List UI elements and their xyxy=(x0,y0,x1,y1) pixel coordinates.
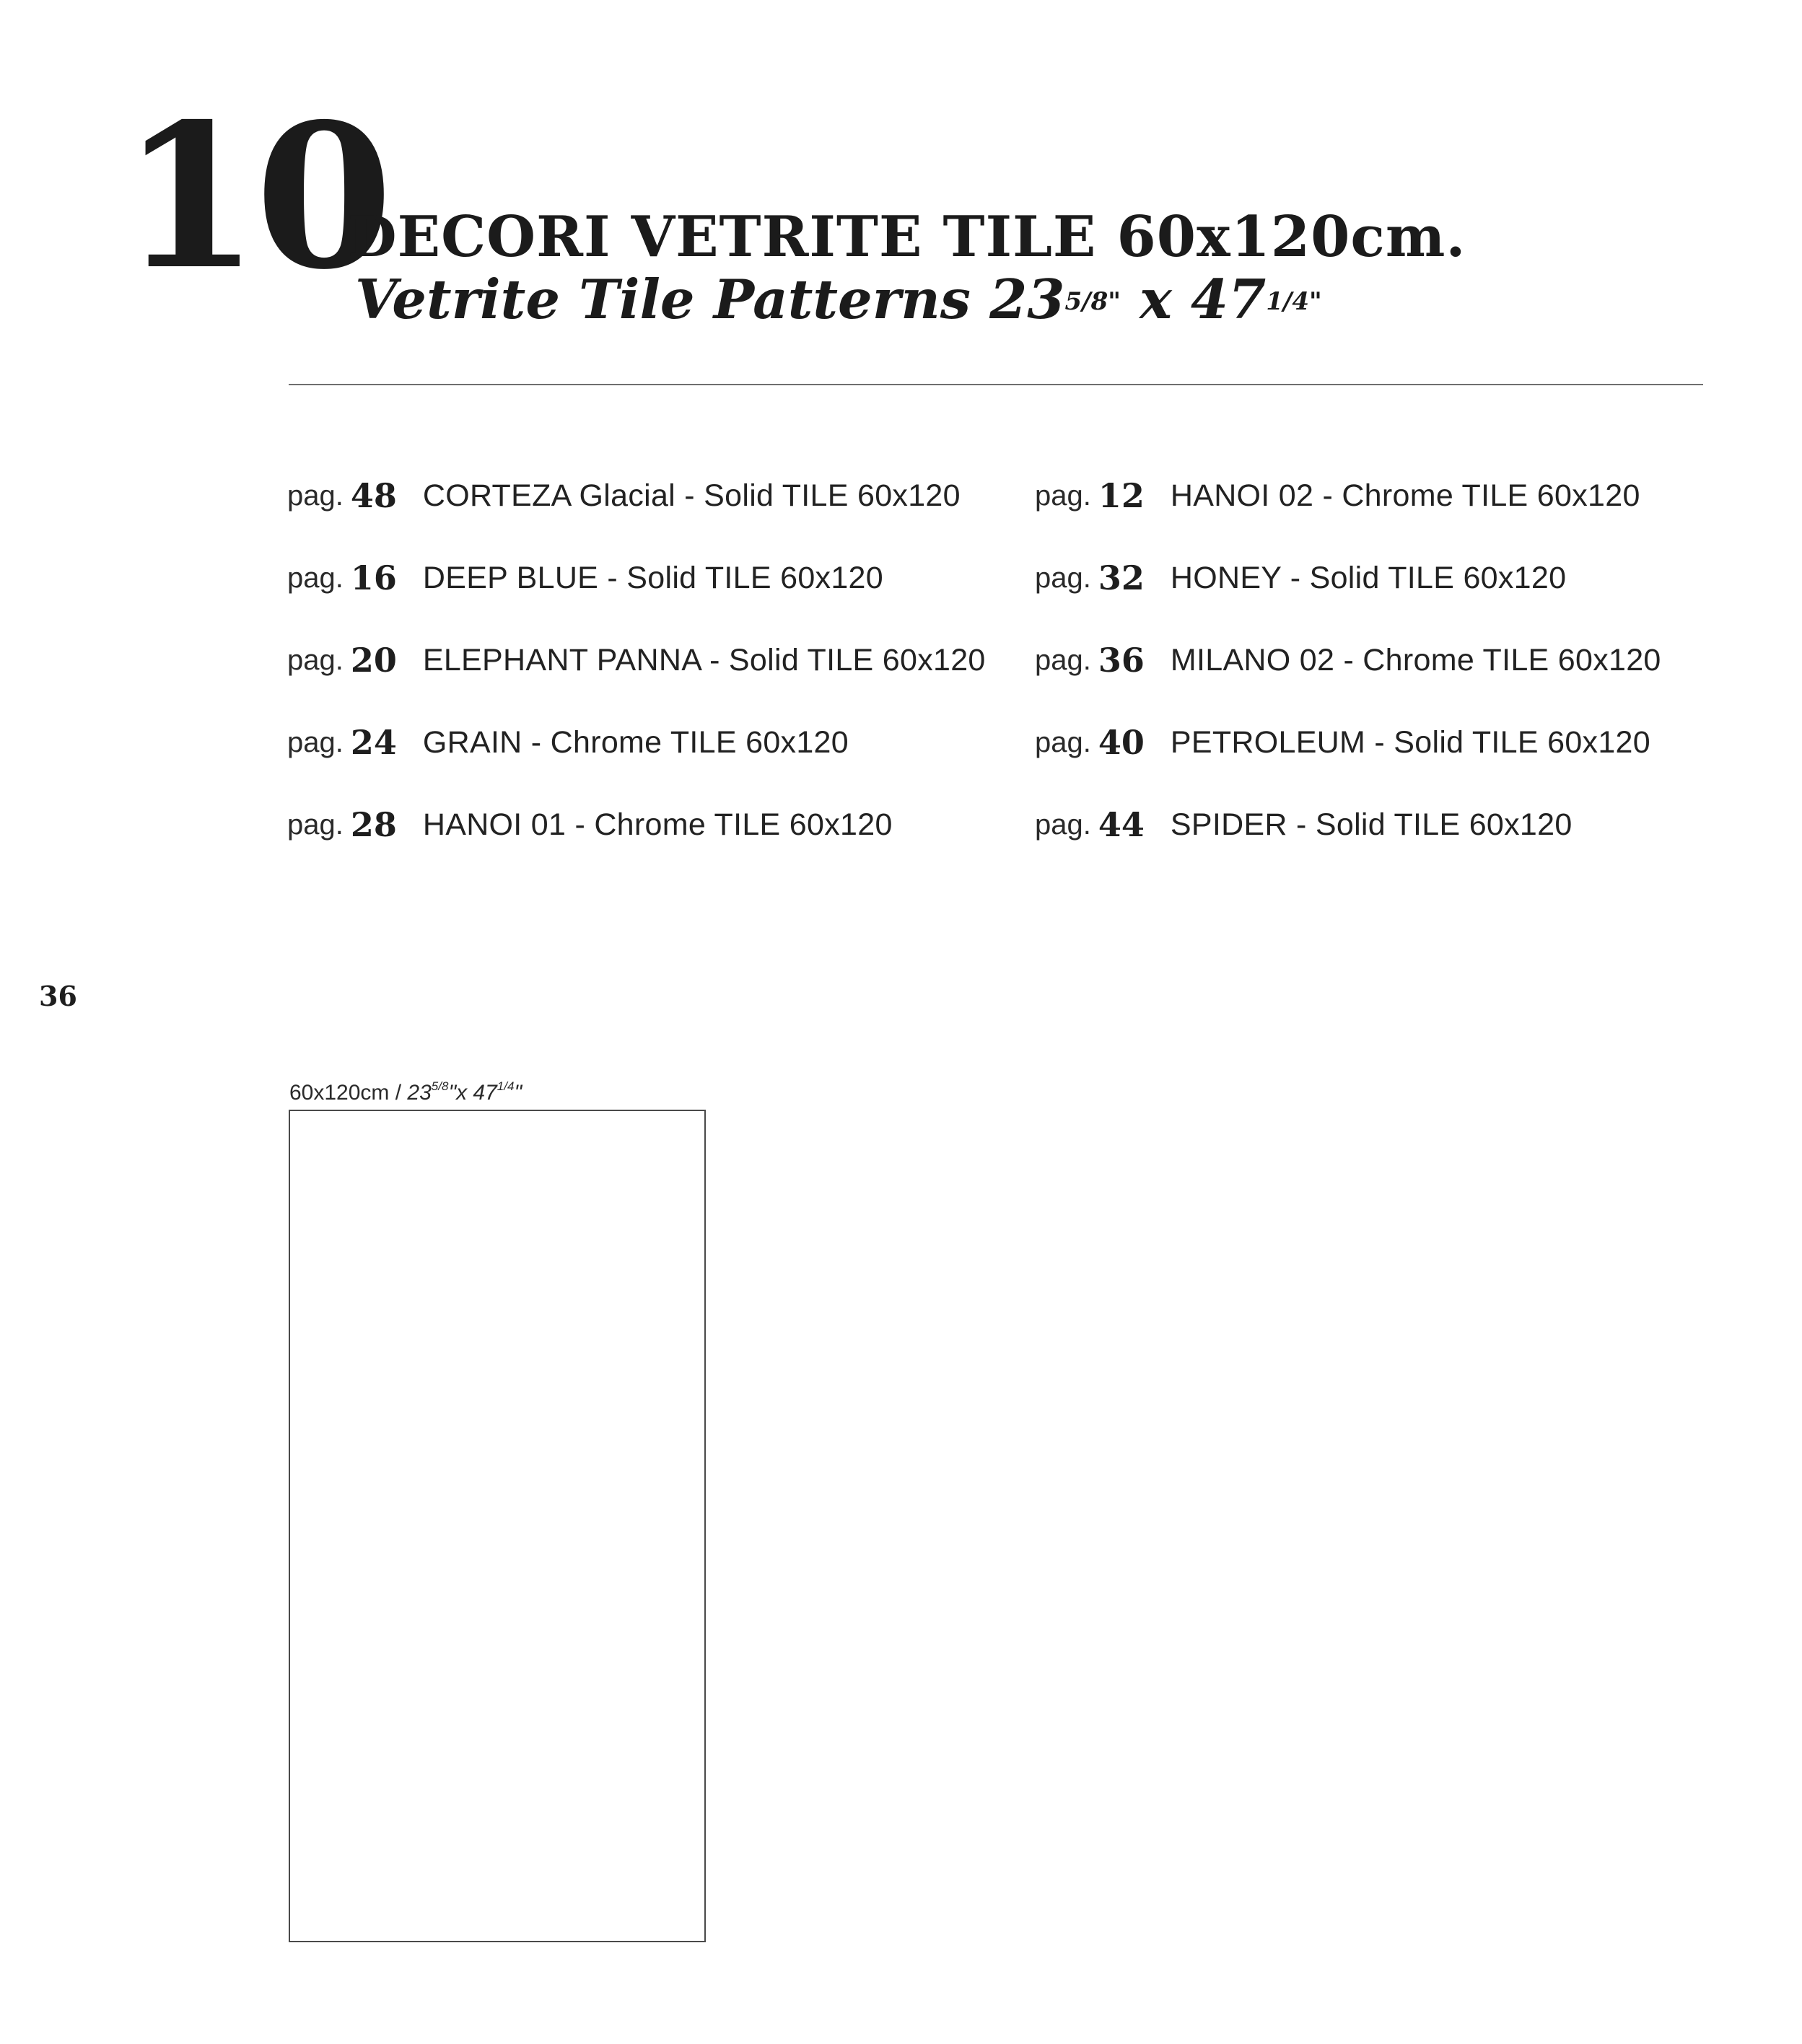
pag-label: pag. xyxy=(1035,561,1091,594)
toc-page-number: 40 xyxy=(1098,723,1145,762)
toc-page-number: 32 xyxy=(1098,558,1145,597)
caption-end: " xyxy=(514,1081,522,1105)
pag-label: pag. xyxy=(287,726,344,758)
toc-page-number: 20 xyxy=(350,641,397,680)
subtitle-middle: x 47 xyxy=(1120,268,1267,331)
toc-entry: HANOI 02 - Chrome TILE 60x120 xyxy=(1170,478,1640,513)
toc-page-number: 48 xyxy=(350,476,397,515)
toc-row[interactable] xyxy=(1035,537,1661,619)
tile-outline xyxy=(289,1110,706,1942)
caption-fraction-width: 5/8 xyxy=(431,1079,449,1093)
toc-column-left xyxy=(287,455,986,866)
toc-entry: HONEY - Solid TILE 60x120 xyxy=(1170,560,1567,595)
subtitle-fraction-length: 1/4" xyxy=(1266,287,1322,316)
caption-imperial xyxy=(407,1081,522,1105)
toc-row[interactable] xyxy=(287,537,986,619)
toc-entry: MILANO 02 - Chrome TILE 60x120 xyxy=(1170,642,1661,677)
caption-mid: "x 47 xyxy=(448,1081,497,1105)
header-divider xyxy=(289,384,1703,385)
toc-row[interactable] xyxy=(1035,784,1661,866)
toc-page-number: 28 xyxy=(350,805,397,844)
toc-column-right xyxy=(1035,455,1661,866)
toc-row[interactable] xyxy=(287,784,986,866)
toc-row[interactable] xyxy=(1035,701,1661,784)
subtitle-text: Vetrite Tile Patterns 23 xyxy=(355,268,1065,331)
toc-page-number: 16 xyxy=(350,558,397,597)
toc-row[interactable] xyxy=(287,455,986,537)
toc-entry: HANOI 01 - Chrome TILE 60x120 xyxy=(422,807,893,842)
toc-entry: SPIDER - Solid TILE 60x120 xyxy=(1170,807,1573,842)
toc-entry: CORTEZA Glacial - Solid TILE 60x120 xyxy=(422,478,961,513)
toc-entry: ELEPHANT PANNA - Solid TILE 60x120 xyxy=(422,642,986,677)
toc-row[interactable] xyxy=(1035,455,1661,537)
toc-page-number: 24 xyxy=(350,723,397,762)
toc-page-number: 36 xyxy=(1098,641,1145,680)
page-title: DECORI VETRITE TILE 60x120cm. xyxy=(348,204,1466,270)
tile-size-caption xyxy=(289,1081,522,1105)
toc-row[interactable] xyxy=(1035,619,1661,701)
toc-page-number: 12 xyxy=(1098,476,1145,515)
subtitle-fraction-width: 5/8" xyxy=(1064,287,1121,316)
caption-fraction-length: 1/4 xyxy=(497,1079,515,1093)
toc-entry: PETROLEUM - Solid TILE 60x120 xyxy=(1170,724,1650,760)
toc-entry: DEEP BLUE - Solid TILE 60x120 xyxy=(422,560,883,595)
toc-row[interactable] xyxy=(287,701,986,784)
pag-label: pag. xyxy=(287,479,344,512)
caption-metric: 60x120cm / xyxy=(289,1081,408,1105)
pag-label: pag. xyxy=(287,808,344,841)
toc-row[interactable] xyxy=(287,619,986,701)
pag-label: pag. xyxy=(1035,644,1091,676)
pag-label: pag. xyxy=(1035,479,1091,512)
toc-entry: GRAIN - Chrome TILE 60x120 xyxy=(422,724,849,760)
page-subtitle xyxy=(355,268,1322,331)
chapter-number: 10 xyxy=(121,80,389,313)
toc-page-number: 44 xyxy=(1098,805,1145,844)
page-number: 36 xyxy=(39,980,77,1012)
caption-width: 23 xyxy=(407,1081,432,1105)
pag-label: pag. xyxy=(287,644,344,676)
pag-label: pag. xyxy=(287,561,344,594)
pag-label: pag. xyxy=(1035,726,1091,758)
pag-label: pag. xyxy=(1035,808,1091,841)
